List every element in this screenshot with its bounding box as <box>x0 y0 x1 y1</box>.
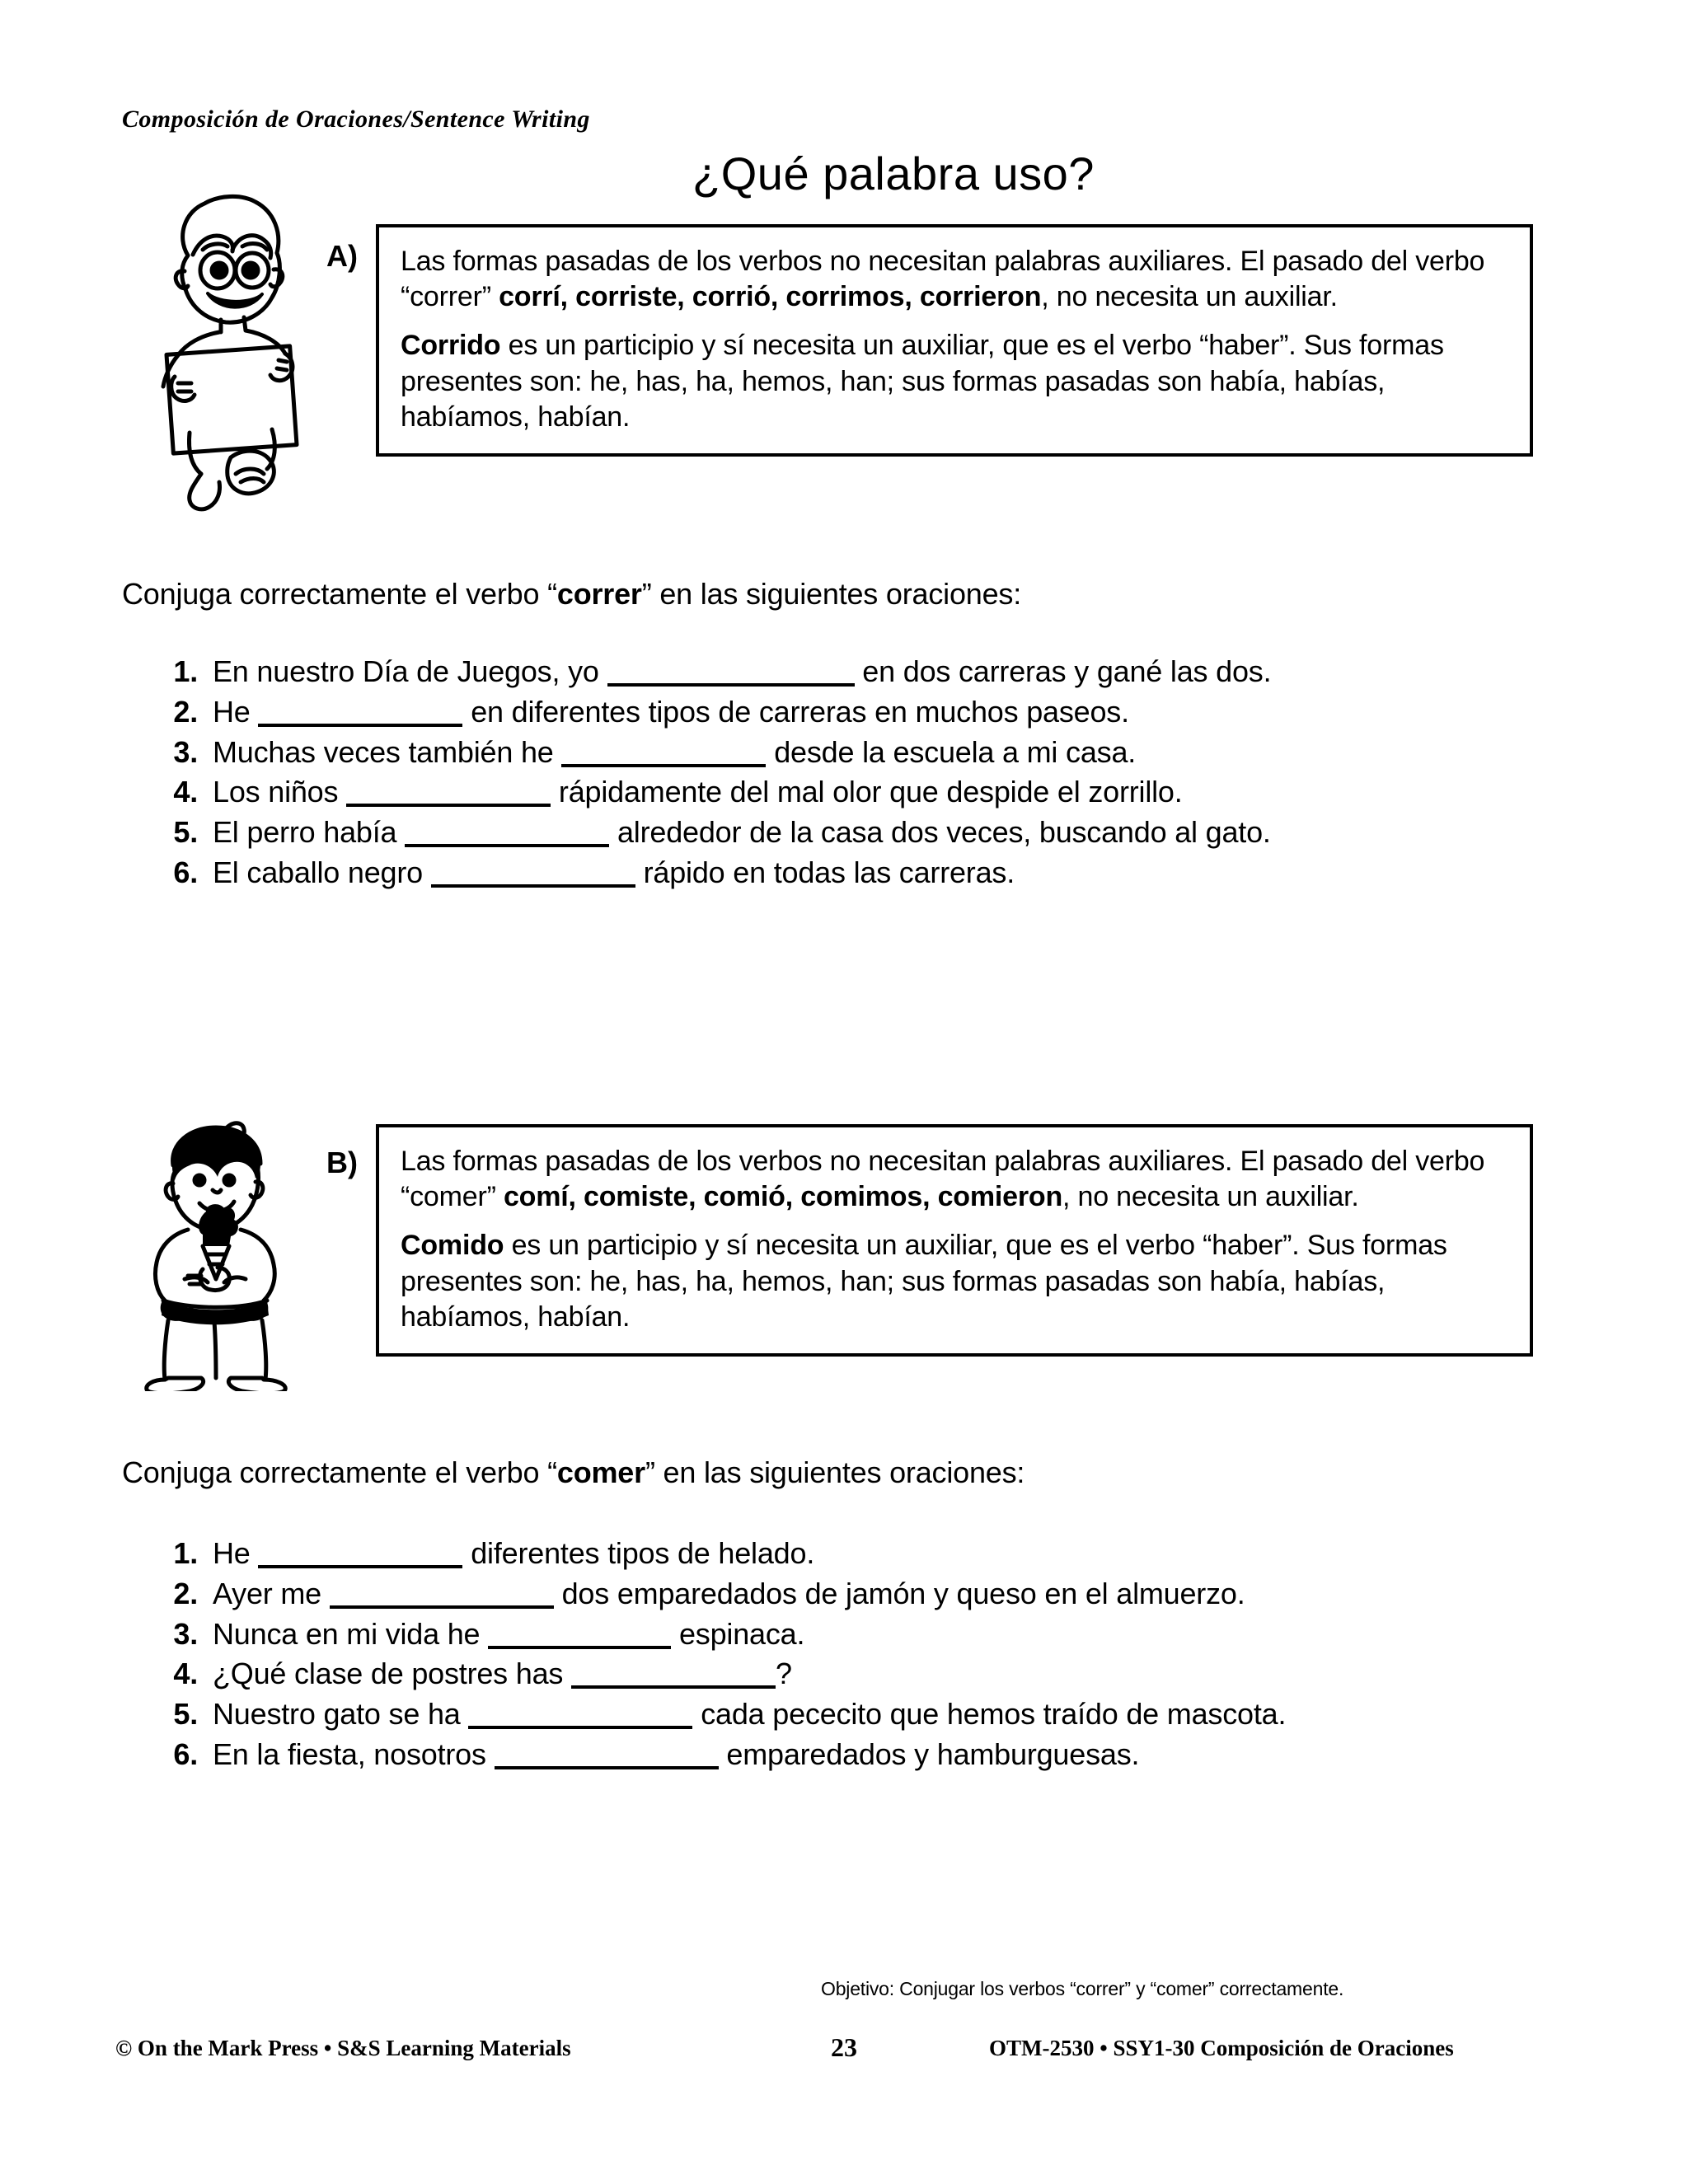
exercise-list-b <box>147 1535 1581 1776</box>
section-letter-a: A) <box>326 239 358 273</box>
exercise-text <box>213 813 1581 852</box>
exercise-text-after-blank: en diferentes tipos de carreras en muchos paseos. <box>462 694 1129 729</box>
answer-blank[interactable] <box>571 1661 776 1689</box>
answer-blank[interactable] <box>405 819 609 847</box>
exercise-text-before-blank: El perro había <box>213 815 406 850</box>
exercise-text-after-blank: rápidamente del mal olor que despide el zorrillo. <box>551 775 1183 809</box>
exercise-text <box>213 773 1581 812</box>
exercise-text <box>213 1535 1581 1573</box>
info-a-p2-post: es un participio y sí necesita un auxiliar, que es el verbo “haber”. Sus formas presentes son: he, has, ha, hemos, han; sus formas pasadas son había, habías, habíamos, habían. <box>401 330 1444 433</box>
exercise-text-after-blank: emparedados y hamburguesas. <box>718 1736 1140 1771</box>
instruction-b <box>122 1455 1025 1490</box>
instruction-b-verb: comer <box>556 1455 645 1489</box>
exercise-text-before-blank: En nuestro Día de Juegos, yo <box>213 654 607 688</box>
footer-copyright: © On the Mark Press • S&S Learning Materials <box>115 2036 571 2060</box>
exercise-list-a <box>147 653 1581 894</box>
exercise-item <box>147 733 1581 772</box>
exercise-item <box>147 813 1581 852</box>
exercise-text-before-blank: Ayer me <box>213 1576 330 1610</box>
exercise-text-before-blank: ¿Qué clase de postres has <box>213 1657 572 1691</box>
exercise-number: 6. <box>173 855 198 889</box>
exercise-number: 2. <box>173 694 198 729</box>
answer-blank[interactable] <box>607 658 855 687</box>
exercise-text-before-blank: Nunca en mi vida he <box>213 1616 489 1651</box>
exercise-text-after-blank: cada pececito que hemos traído de mascota. <box>692 1697 1287 1732</box>
info-a-p1-pre: Las formas pasadas de los verbos no necesitan palabras auxiliares. El pasado del verbo “correr” <box>401 246 1485 313</box>
exercise-number: 4. <box>173 775 198 809</box>
exercise-text-after-blank: desde la escuela a mi casa. <box>766 734 1137 769</box>
exercise-text-before-blank: He <box>213 694 259 729</box>
exercise-number: 1. <box>173 1536 198 1570</box>
exercise-number: 5. <box>173 815 198 850</box>
info-box-b <box>376 1124 1533 1357</box>
exercise-text <box>213 1615 1581 1654</box>
exercise-text-after-blank: dos emparedados de jamón y queso en el almuerzo. <box>553 1576 1245 1610</box>
info-box-b-paragraph-2 <box>401 1228 1508 1335</box>
answer-blank[interactable] <box>258 1540 462 1568</box>
exercise-item <box>147 693 1581 732</box>
info-b-p2-bold: Comido <box>401 1230 504 1262</box>
exercise-item <box>147 653 1581 691</box>
info-b-p1-bold: comí, comiste, comió, comimos, comieron <box>503 1181 1063 1213</box>
exercise-text-before-blank: Muchas veces también he <box>213 734 562 769</box>
info-b-p1-post: , no necesita un auxiliar. <box>1062 1181 1359 1213</box>
exercise-text-after-blank: espinaca. <box>671 1616 805 1651</box>
info-box-a-paragraph-2 <box>401 328 1508 435</box>
info-a-p1-post: , no necesita un auxiliar. <box>1041 281 1338 313</box>
exercise-text-before-blank: En la fiesta, nosotros <box>213 1736 495 1771</box>
exercise-text <box>213 693 1581 732</box>
exercise-text-after-blank: rápido en todas las carreras. <box>635 855 1015 889</box>
exercise-number: 3. <box>173 734 198 769</box>
exercise-item <box>147 1695 1581 1734</box>
exercise-item <box>147 1575 1581 1614</box>
exercise-item <box>147 1736 1581 1774</box>
exercise-text-before-blank: Los niños <box>213 775 347 809</box>
instruction-b-pre: Conjuga correctamente el verbo “ <box>122 1455 557 1489</box>
exercise-number: 5. <box>173 1697 198 1732</box>
instruction-a <box>122 577 1021 612</box>
instruction-a-verb: correr <box>556 577 642 611</box>
exercise-text-after-blank: en dos carreras y gané las dos. <box>854 654 1272 688</box>
boy-running-with-paper-illustration <box>140 185 338 515</box>
exercise-text-after-blank: alrededor de la casa dos veces, buscando al gato. <box>609 815 1271 850</box>
exercise-text <box>213 1575 1581 1614</box>
exercise-number: 2. <box>173 1576 198 1610</box>
exercise-text <box>213 1655 1581 1694</box>
info-a-p2-bold: Corrido <box>401 330 501 362</box>
instruction-b-post: ” en las siguientes oraciones: <box>645 1455 1025 1489</box>
answer-blank[interactable] <box>468 1701 692 1729</box>
exercise-text <box>213 1736 1581 1774</box>
exercise-text-after-blank: ? <box>776 1657 792 1691</box>
exercise-text-before-blank: El caballo negro <box>213 855 431 889</box>
answer-blank[interactable] <box>561 739 766 767</box>
section-letter-b: B) <box>326 1146 358 1179</box>
exercise-text-after-blank: diferentes tipos de helado. <box>462 1536 815 1570</box>
info-b-p1-pre: Las formas pasadas de los verbos no necesitan palabras auxiliares. El pasado del verbo “comer” <box>401 1146 1485 1213</box>
instruction-a-pre: Conjuga correctamente el verbo “ <box>122 577 557 611</box>
info-box-b-paragraph-1 <box>401 1144 1508 1215</box>
answer-blank[interactable] <box>488 1621 671 1649</box>
exercise-text <box>213 653 1581 691</box>
boy-eating-ice-cream-illustration <box>138 1114 303 1391</box>
answer-blank[interactable] <box>330 1581 554 1609</box>
exercise-item <box>147 1535 1581 1573</box>
exercise-item <box>147 773 1581 812</box>
exercise-number: 4. <box>173 1657 198 1691</box>
answer-blank[interactable] <box>495 1741 719 1769</box>
exercise-number: 6. <box>173 1736 198 1771</box>
info-b-p2-post: es un participio y sí necesita un auxiliar, que es el verbo “haber”. Sus formas presentes son: he, has, ha, hemos, han; sus formas pasadas son había, habías, habíamos, habían. <box>401 1230 1447 1333</box>
answer-blank[interactable] <box>431 860 635 888</box>
objective-line: Objetivo: Conjugar los verbos “correr” y “comer” correctamente. <box>821 1978 1344 1999</box>
running-head: Composición de Oraciones/Sentence Writing <box>122 105 590 133</box>
footer-page-number: 23 <box>831 2032 857 2062</box>
exercise-number: 1. <box>173 654 198 688</box>
exercise-item <box>147 854 1581 893</box>
exercise-item <box>147 1655 1581 1694</box>
exercise-text <box>213 733 1581 772</box>
answer-blank[interactable] <box>346 779 551 807</box>
exercise-text-before-blank: He <box>213 1536 259 1570</box>
page-title: ¿Qué palabra uso? <box>692 148 1095 199</box>
instruction-a-post: ” en las siguientes oraciones: <box>641 577 1022 611</box>
exercise-number: 3. <box>173 1616 198 1651</box>
info-a-p1-bold: corrí, corriste, corrió, corrimos, corrieron <box>499 281 1042 313</box>
exercise-item <box>147 1615 1581 1654</box>
exercise-text <box>213 1695 1581 1734</box>
info-box-a-paragraph-1 <box>401 244 1508 315</box>
exercise-text <box>213 854 1581 893</box>
footer-product-code: OTM-2530 • SSY1-30 Composición de Oraciones <box>989 2036 1454 2060</box>
info-box-a <box>376 224 1533 457</box>
answer-blank[interactable] <box>258 699 462 727</box>
exercise-text-before-blank: Nuestro gato se ha <box>213 1697 469 1732</box>
